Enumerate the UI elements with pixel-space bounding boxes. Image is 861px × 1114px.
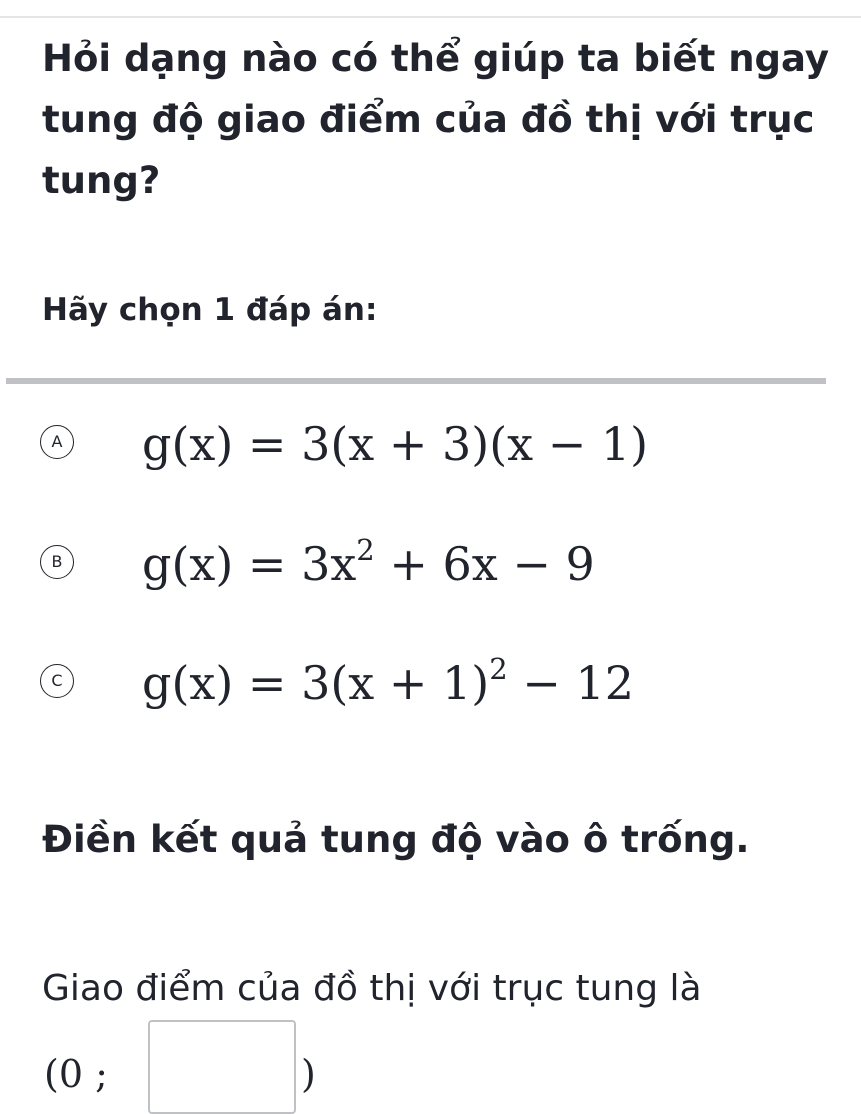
choice-b-radio-icon[interactable]: B [40,545,74,579]
question-text: Hỏi dạng nào có thể giúp ta biết ngay tung độ giao điểm của đồ thị với trục tung? [42,37,829,202]
choice-b-exponent: 2 [356,533,375,567]
choice-a[interactable] [40,406,820,482]
choice-c-radio-icon[interactable]: C [40,664,74,698]
answer-coordinate [44,1020,344,1114]
choice-b[interactable] [40,526,820,602]
fill-in-instruction: Điền kết quả tung độ vào ô trống. [42,818,750,861]
answer-sentence: Giao điểm của đồ thị với trục tung là [42,968,702,1009]
choices-divider [6,378,826,384]
coordinate-open: (0 ; [44,1052,108,1096]
answer-input[interactable] [148,1020,296,1114]
choice-c-exponent: 2 [489,652,508,686]
choice-a-radio-icon[interactable]: A [40,425,74,459]
choice-c-formula: $g(x) = 3(x + 1)^2 - 12$ [142,652,635,710]
choose-one-instruction: Hãy chọn 1 đáp án: [42,292,378,328]
choice-a-formula: g(x) = 3(x + 3)(x − 1) [142,417,649,471]
coordinate-close: ) [301,1052,316,1096]
choice-b-formula: $g(x) = 3x^2 + 6x - 9$ [142,533,595,591]
choice-c[interactable] [40,645,820,721]
top-divider [0,16,861,18]
